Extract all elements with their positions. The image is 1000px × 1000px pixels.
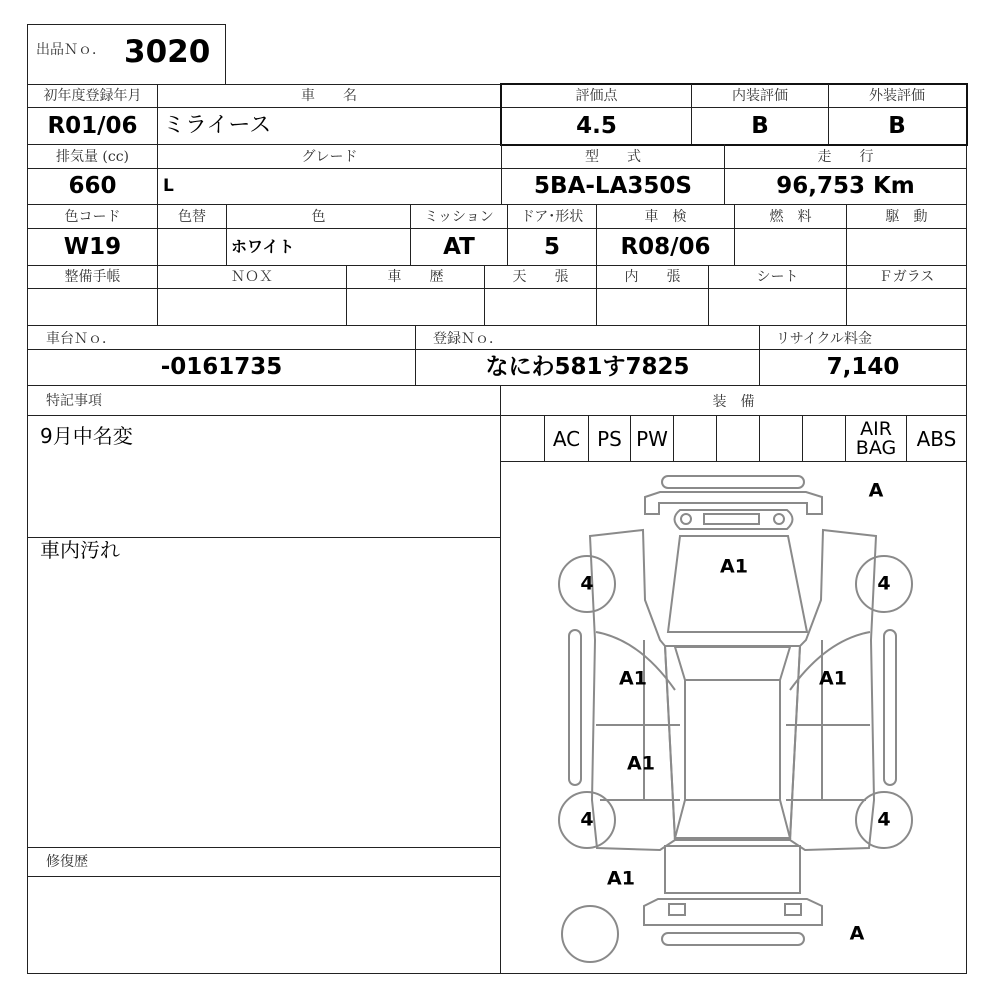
rear-bumper-strip — [662, 933, 804, 945]
nox-label: ＮＯＸ — [231, 269, 273, 285]
front-plate — [704, 514, 759, 524]
mark-rear-left-tire: 4 — [580, 808, 594, 831]
mark-rear-right-tire: 4 — [877, 808, 891, 831]
interior-lining-label: 内 張 — [624, 269, 681, 285]
mark-left-front-door: A1 — [619, 667, 647, 690]
lot-number-label: 出品Ｎｏ． — [36, 42, 106, 58]
roof-lining-label: 天 張 — [512, 269, 569, 285]
front-glass-label: Ｆガラス — [878, 269, 935, 285]
color-code-label: 色コード — [64, 208, 121, 225]
recycle-fee-value: 7,140 — [826, 353, 900, 380]
mark-front-right-tire: 4 — [877, 572, 891, 595]
displacement-value: 660 — [68, 173, 117, 199]
front-emblem-right — [774, 514, 784, 524]
mileage-value: 96,753 Km — [776, 173, 915, 199]
equipment-ps: PS — [597, 426, 622, 451]
first-registration-label: 初年度登録年月 — [43, 88, 142, 104]
mark-front-bumper: A — [868, 479, 884, 502]
maintenance-record-label: 整備手帳 — [64, 269, 121, 285]
registration-number-label: 登録Ｎｏ． — [433, 331, 503, 347]
model-code-value: 5BA-LA350S — [534, 173, 692, 199]
chassis-number-label: 車台Ｎｏ． — [46, 331, 116, 347]
rear-bumper — [644, 899, 822, 925]
tailgate — [665, 846, 800, 893]
equipment-pw: PW — [636, 426, 668, 451]
front-emblem-left — [681, 514, 691, 524]
mileage-label: 走 行 — [817, 148, 874, 165]
car-name-label: 車 名 — [301, 88, 357, 104]
interior-grade-label: 内装評価 — [732, 88, 788, 104]
windshield — [675, 647, 790, 680]
car-name-value: ミライース — [163, 113, 272, 138]
interior-grade-value: B — [751, 112, 769, 139]
equipment-ac: AC — [552, 426, 581, 451]
transmission-label: ミッション — [424, 208, 494, 225]
spare-tire — [562, 906, 618, 962]
left-body-panel — [590, 530, 675, 850]
roof — [685, 680, 780, 800]
special-note-line-1: 9月中名変 — [40, 424, 133, 448]
exterior-grade-value: B — [888, 112, 906, 139]
special-notes-label: 特記事項 — [46, 393, 102, 409]
rear-lamp-left — [669, 904, 685, 915]
hood-outline — [668, 536, 807, 632]
mark-hood: A1 — [720, 555, 748, 578]
model-code-label: 型 式 — [585, 148, 641, 165]
mark-front-left-tire: 4 — [580, 572, 594, 595]
fuel-label: 燃 料 — [769, 208, 812, 225]
repair-history-label: 修復歴 — [46, 854, 88, 870]
front-bumper-strip — [662, 476, 804, 488]
score-value: 4.5 — [576, 112, 617, 139]
inspection-label: 車 検 — [644, 208, 687, 225]
rear-lamp-right — [785, 904, 801, 915]
airbag-line-1: AIR — [860, 417, 892, 440]
drive-label: 駆 動 — [885, 208, 928, 225]
doors-value: 5 — [543, 233, 560, 260]
lot-number: 3020 — [124, 33, 211, 70]
equipment-label: 装 備 — [712, 394, 755, 410]
chassis-number-value: -0161735 — [160, 353, 283, 380]
inspection-value: R08/06 — [620, 233, 711, 260]
color-code-value: W19 — [63, 233, 122, 260]
airbag-line-2: BAG — [855, 436, 897, 459]
mark-rear-bumper: A — [849, 922, 865, 945]
special-note-line-2: 車内汚れ — [40, 538, 120, 562]
right-side-molding — [884, 630, 896, 785]
seat-label: シート — [756, 269, 799, 285]
mark-rear-quarter: A1 — [607, 867, 635, 890]
vehicle-history-label: 車 歴 — [387, 269, 444, 285]
rear-window — [675, 800, 790, 838]
mark-right-front-door: A1 — [819, 667, 847, 690]
registration-number-value: なにわ581す7825 — [485, 353, 690, 380]
color-value: ホワイト — [231, 237, 295, 256]
grade-value: L — [163, 176, 174, 196]
color-label: 色 — [311, 208, 326, 225]
grade-label: グレード — [301, 148, 358, 165]
transmission-value: AT — [443, 233, 475, 260]
mark-left-rear-door: A1 — [627, 752, 655, 775]
doors-label: ドア･形状 — [520, 208, 584, 225]
left-side-molding — [569, 630, 581, 785]
score-label: 評価点 — [575, 88, 618, 104]
first-registration-value: R01/06 — [47, 112, 138, 139]
displacement-label: 排気量 (cc) — [55, 148, 130, 165]
exterior-grade-label: 外装評価 — [869, 88, 925, 104]
color-change-label: 色替 — [178, 208, 206, 225]
equipment-abs: ABS — [916, 426, 957, 451]
recycle-fee-label: リサイクル料金 — [776, 331, 873, 347]
